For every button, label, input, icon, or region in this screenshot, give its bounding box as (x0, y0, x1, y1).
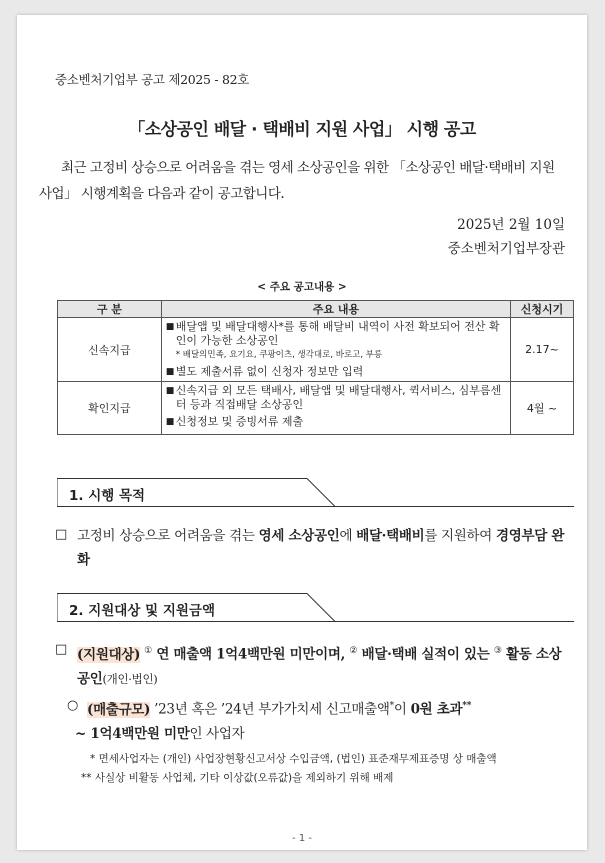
row-period: 2.17~ (511, 318, 574, 382)
circle-bullet: ○ (67, 698, 79, 713)
bold-run: 활동 소상공인 (77, 646, 562, 687)
marker: ③ (493, 646, 502, 656)
row-period: 4월 ~ (511, 382, 574, 435)
bold-run: 연 매출액 1억4백만원 미만이며, (151, 646, 350, 663)
checkbox-bullet: □ (55, 642, 68, 657)
row-category: 확인지급 (58, 382, 162, 435)
text-run: 고정비 상승으로 어려움을 겪는 (77, 528, 259, 544)
section-divider (57, 506, 574, 507)
footnote-1: * 면세사업자는 (개인) 사업장현황신고서상 수입금액, (법인) 표준재무제표증명 상 매출액 (90, 753, 497, 765)
text-run: 를 지원하여 (424, 528, 496, 544)
footnote-2: ** 사실상 비활동 사업체, 기타 이상값(오류값)을 제외하기 위해 배제 (81, 772, 394, 784)
checkbox-bullet: □ (55, 527, 68, 542)
header-category: 구 분 (58, 301, 162, 318)
intro-paragraph: 최근 고정비 상승으로 어려움을 겪는 영세 소상공인을 위한 「소상공인 배달·택배비 지원 사업」 시행계획을 다음과 같이 공고합니다. (39, 160, 555, 202)
row-bullet: ■ 별도 제출서류 없이 신청자 정보만 입력 (166, 365, 506, 379)
bold-run: 배달·택배 실적이 있는 (357, 646, 494, 663)
bold-run: 영세 소상공인 (258, 528, 340, 544)
marker: ** (462, 701, 472, 711)
bold-run: ~ 1억4백만원 미만 (75, 725, 190, 742)
page-number: - 1 - (292, 833, 312, 844)
text-run: 에 (339, 528, 357, 544)
row-content (161, 318, 510, 382)
target-text (77, 639, 572, 691)
target-tag: (지원대상) (77, 646, 141, 663)
bold-run: 경영부담 완화 (77, 528, 565, 568)
header-content: 주요 내용 (161, 301, 510, 318)
notice-date: 2025년 2월 10일 (457, 217, 565, 233)
section1-text (77, 524, 567, 572)
text-run: (개인·법인) (102, 671, 158, 686)
row-content (161, 382, 510, 435)
table-title: < 주요 공고내용 > (257, 281, 347, 293)
table-row (58, 318, 574, 382)
notice-number: 중소벤처기업부 공고 제2025 - 82호 (55, 72, 250, 87)
revenue-text (75, 694, 572, 746)
section-heading-2 (57, 593, 357, 622)
section-heading-label: 2. 지원대상 및 지원금액 (69, 603, 215, 619)
bold-run: 0원 초과 (410, 701, 463, 718)
bold-run: 배달·택배비 (356, 528, 425, 544)
section-heading-label: 1. 시행 목적 (69, 488, 146, 504)
text-run: 이 (393, 701, 411, 718)
document-page (17, 15, 587, 850)
section-divider (57, 621, 574, 622)
revenue-tag: (매출규모) (87, 701, 151, 718)
row-bullet: ■ 신속지급 외 모든 택배사, 배달앱 및 배달대행사, 퀵서비스, 심부름센터 등과 직접배달 소상공인 (166, 384, 506, 412)
table-header-row (58, 301, 574, 318)
marker: * (389, 701, 394, 711)
summary-table (57, 300, 574, 435)
row-category: 신속지급 (58, 318, 162, 382)
text-run: ’23년 혹은 ’24년 부가가치세 신고매출액 (150, 701, 390, 718)
table-row (58, 382, 574, 435)
section-heading-1 (57, 478, 357, 507)
row-note: * 배달의민족, 요기요, 쿠팡이츠, 생각대로, 바로고, 부릉 (166, 348, 506, 362)
ministry-name: 중소벤처기업부장관 (447, 241, 565, 257)
marker: ① (144, 646, 152, 656)
text-run: 인 사업자 (189, 725, 245, 742)
marker: ② (349, 646, 358, 656)
row-bullet: ■ 신청정보 및 증빙서류 제출 (166, 415, 506, 429)
header-period: 신청시기 (511, 301, 574, 318)
row-bullet: ■ 배달앱 및 배달대행사*를 통해 배달비 내역이 사전 확보되어 전산 확인이 가능한 소상공인 (166, 320, 506, 348)
document-title: 「소상공인 배달 · 택배비 지원 사업」 시행 공고 (128, 120, 476, 140)
